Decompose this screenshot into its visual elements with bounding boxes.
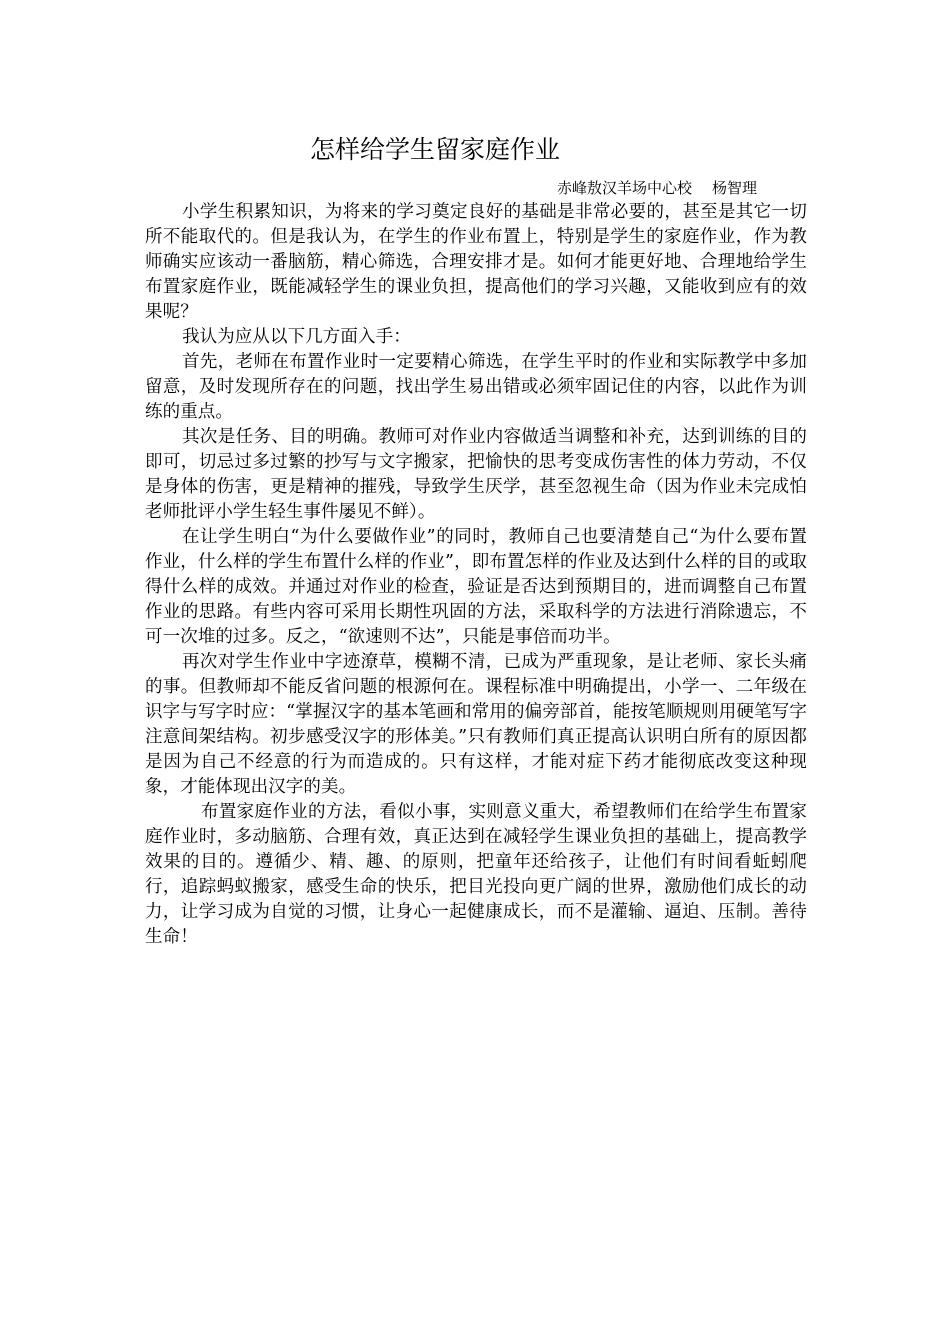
author-organization: 赤峰敖汉羊场中心校 bbox=[557, 179, 693, 197]
paragraph-purpose: 在让学生明白“为什么要做作业”的同时，教师自己也要清楚自己“为什么要布置作业，什么样的学生布置什么样的作业”，即布置怎样的作业及达到什么样的目的或取得什么样的成效。并通过对作业的检查，验证是否达到预期目的，进而调整自己布置作业的思路。有些内容可采用长期性巩固的方法，采取科学的方法进行消除遗忘，不可一次堆的过多。反之，“欲速则不达”，只能是事倍而功半。 bbox=[145, 527, 807, 647]
author-byline bbox=[557, 177, 757, 199]
paragraph-second: 其次是任务、目的明确。教师可对作业内容做适当调整和补充，达到训练的目的即可，切忌过多过繁的抄写与文字搬家，把愉快的思考变成伤害性的体力劳动，不仅是身体的伤害，更是精神的摧残，导致学生厌学，甚至忽视生命（因为作业未完成怕老师批评小学生轻生事件屡见不鲜）。 bbox=[145, 427, 807, 522]
paragraph-first: 首先，老师在布置作业时一定要精心筛选，在学生平时的作业和实际教学中多加留意，及时发现所存在的问题，找出学生易出错或必须牢固记住的内容，以此作为训练的重点。 bbox=[145, 352, 807, 422]
paragraph-intro: 小学生积累知识，为将来的学习奠定良好的基础是非常必要的，甚至是其它一切所不能取代的。但是我认为，在学生的作业布置上，特别是学生的家庭作业，作为教师确实应该动一番脑筋，精心筛选，合理安排才是。如何才能更好地、合理地给学生布置家庭作业，既能减轻学生的课业负担，提高他们的学习兴趣，又能收到应有的效果呢？ bbox=[145, 202, 807, 322]
paragraph-conclusion: 布置家庭作业的方法，看似小事，实则意义重大，希望教师们在给学生布置家庭作业时，多动脑筋、合理有效，真正达到在减轻学生课业负担的基础上，提高教学效果的目的。遵循少、精、趣、的原则，把童年还给孩子，让他们有时间看蚯蚓爬行，追踪蚂蚁搬家，感受生命的快乐，把目光投向更广阔的世界，激励他们成长的动力，让学习成为自觉的习惯，让身心一起健康成长，而不是灌输、逼迫、压制。善待生命！ bbox=[145, 802, 807, 947]
document-title: 怎样给学生留家庭作业 bbox=[310, 135, 561, 164]
paragraph-approach: 我认为应从以下几方面入手： bbox=[182, 327, 411, 347]
document-body bbox=[145, 200, 807, 950]
author-name: 杨智理 bbox=[712, 179, 758, 197]
paragraph-third: 再次对学生作业中字迹潦草，模糊不清，已成为严重现象，是让老师、家长头痛的事。但教师却不能反省问题的根源何在。课程标准中明确提出，小学一、二年级在识字与写字时应：“掌握汉字的基本笔画和常用的偏旁部首，能按笔顺规则用硬笔写字注意间架结构。初步感受汉字的形体美。”只有教师们真正提高认识明白所有的原因都是因为自己不经意的行为而造成的。只有这样，才能对症下药才能彻底改变这种现象，才能体现出汉字的美。 bbox=[145, 652, 807, 797]
